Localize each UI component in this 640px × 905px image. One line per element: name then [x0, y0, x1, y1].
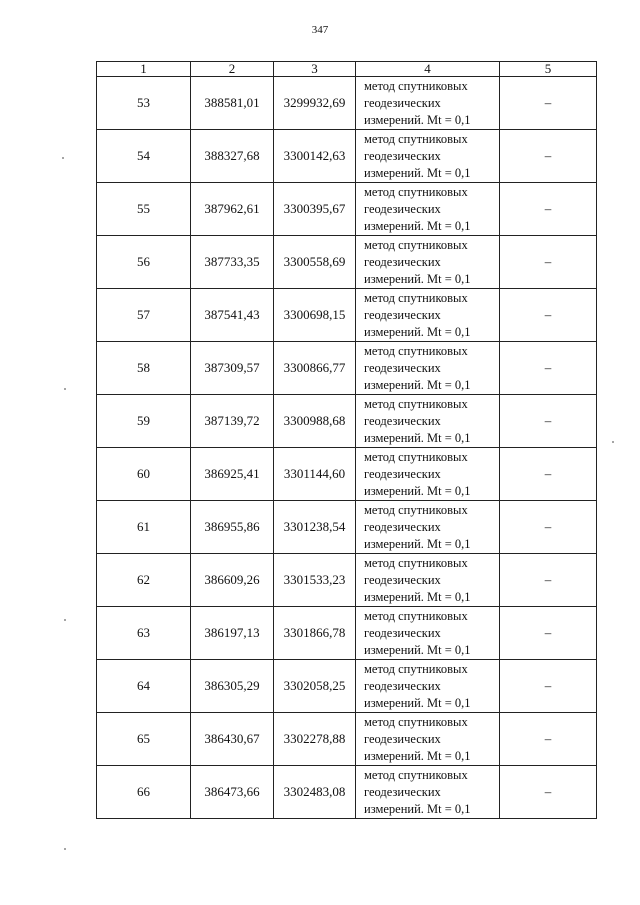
method-line: измерений. Mt = 0,1: [364, 377, 471, 392]
table-row: [97, 77, 597, 130]
x-coordinate-cell: 386430,67: [191, 713, 274, 766]
method-line: геодезических: [364, 784, 441, 799]
method-line: измерений. Mt = 0,1: [364, 218, 471, 233]
method-line: измерений. Mt = 0,1: [364, 642, 471, 657]
table-row: [97, 607, 597, 660]
note-cell: –: [500, 554, 597, 607]
point-number-cell: 58: [97, 342, 191, 395]
header-col-5: 5: [500, 62, 597, 77]
method-line: измерений. Mt = 0,1: [364, 324, 471, 339]
method-line: измерений. Mt = 0,1: [364, 483, 471, 498]
method-line: геодезических: [364, 148, 441, 163]
x-coordinate-cell: 388581,01: [191, 77, 274, 130]
method-cell: [356, 77, 500, 130]
coordinates-table: [96, 61, 597, 819]
page-number: 347: [311, 24, 329, 36]
method-line: метод спутниковых: [364, 237, 468, 252]
point-number-cell: 62: [97, 554, 191, 607]
y-coordinate-cell: 3300698,15: [274, 289, 356, 342]
header-col-3: 3: [274, 62, 356, 77]
note-cell: –: [500, 289, 597, 342]
point-number-cell: 57: [97, 289, 191, 342]
table-row: [97, 554, 597, 607]
note-cell: –: [500, 395, 597, 448]
method-line: метод спутниковых: [364, 290, 468, 305]
scan-speck: [612, 441, 614, 443]
y-coordinate-cell: 3301533,23: [274, 554, 356, 607]
method-cell: [356, 236, 500, 289]
method-line: геодезических: [364, 625, 441, 640]
method-line: геодезических: [364, 201, 441, 216]
y-coordinate-cell: 3302058,25: [274, 660, 356, 713]
method-cell: [356, 342, 500, 395]
method-line: геодезических: [364, 360, 441, 375]
method-line: измерений. Mt = 0,1: [364, 536, 471, 551]
method-line: метод спутниковых: [364, 608, 468, 623]
method-line: геодезических: [364, 519, 441, 534]
method-line: метод спутниковых: [364, 555, 468, 570]
note-cell: –: [500, 501, 597, 554]
y-coordinate-cell: 3301866,78: [274, 607, 356, 660]
x-coordinate-cell: 386305,29: [191, 660, 274, 713]
y-coordinate-cell: 3302483,08: [274, 766, 356, 819]
note-cell: –: [500, 130, 597, 183]
method-cell: [356, 130, 500, 183]
table-row: [97, 713, 597, 766]
method-cell: [356, 448, 500, 501]
x-coordinate-cell: 387962,61: [191, 183, 274, 236]
x-coordinate-cell: 387309,57: [191, 342, 274, 395]
scan-speck: [64, 848, 66, 850]
method-cell: [356, 713, 500, 766]
table-row: [97, 183, 597, 236]
table-row: [97, 342, 597, 395]
method-cell: [356, 766, 500, 819]
y-coordinate-cell: 3300395,67: [274, 183, 356, 236]
method-line: измерений. Mt = 0,1: [364, 748, 471, 763]
method-line: метод спутниковых: [364, 343, 468, 358]
method-line: геодезических: [364, 678, 441, 693]
table-row: [97, 501, 597, 554]
table-row: [97, 395, 597, 448]
point-number-cell: 61: [97, 501, 191, 554]
y-coordinate-cell: 3301144,60: [274, 448, 356, 501]
note-cell: –: [500, 766, 597, 819]
method-line: измерений. Mt = 0,1: [364, 165, 471, 180]
point-number-cell: 63: [97, 607, 191, 660]
y-coordinate-cell: 3300866,77: [274, 342, 356, 395]
method-line: измерений. Mt = 0,1: [364, 801, 471, 816]
method-line: метод спутниковых: [364, 449, 468, 464]
point-number-cell: 65: [97, 713, 191, 766]
table-row: [97, 660, 597, 713]
method-line: измерений. Mt = 0,1: [364, 112, 471, 127]
method-line: метод спутниковых: [364, 661, 468, 676]
note-cell: –: [500, 342, 597, 395]
method-cell: [356, 554, 500, 607]
scan-speck: [62, 157, 64, 159]
note-cell: –: [500, 77, 597, 130]
method-line: геодезических: [364, 731, 441, 746]
table-row: [97, 448, 597, 501]
point-number-cell: 66: [97, 766, 191, 819]
point-number-cell: 59: [97, 395, 191, 448]
note-cell: –: [500, 236, 597, 289]
point-number-cell: 64: [97, 660, 191, 713]
point-number-cell: 53: [97, 77, 191, 130]
method-line: метод спутниковых: [364, 502, 468, 517]
table-body: [97, 77, 597, 819]
note-cell: –: [500, 448, 597, 501]
x-coordinate-cell: 387733,35: [191, 236, 274, 289]
method-cell: [356, 289, 500, 342]
point-number-cell: 56: [97, 236, 191, 289]
table-header-row: [97, 62, 597, 77]
method-cell: [356, 607, 500, 660]
point-number-cell: 60: [97, 448, 191, 501]
scan-speck: [64, 388, 66, 390]
table-row: [97, 289, 597, 342]
method-line: геодезических: [364, 307, 441, 322]
method-line: метод спутниковых: [364, 767, 468, 782]
method-line: метод спутниковых: [364, 396, 468, 411]
method-cell: [356, 501, 500, 554]
method-line: метод спутниковых: [364, 131, 468, 146]
method-cell: [356, 660, 500, 713]
method-line: измерений. Mt = 0,1: [364, 695, 471, 710]
method-line: метод спутниковых: [364, 714, 468, 729]
y-coordinate-cell: 3300142,63: [274, 130, 356, 183]
header-col-2: 2: [191, 62, 274, 77]
method-line: метод спутниковых: [364, 184, 468, 199]
point-number-cell: 55: [97, 183, 191, 236]
y-coordinate-cell: 3302278,88: [274, 713, 356, 766]
x-coordinate-cell: 386197,13: [191, 607, 274, 660]
header-col-1: 1: [97, 62, 191, 77]
table-row: [97, 766, 597, 819]
table-row: [97, 130, 597, 183]
method-cell: [356, 183, 500, 236]
y-coordinate-cell: 3299932,69: [274, 77, 356, 130]
note-cell: –: [500, 660, 597, 713]
method-line: геодезических: [364, 413, 441, 428]
x-coordinate-cell: 387541,43: [191, 289, 274, 342]
x-coordinate-cell: 386955,86: [191, 501, 274, 554]
method-cell: [356, 395, 500, 448]
note-cell: –: [500, 607, 597, 660]
y-coordinate-cell: 3300988,68: [274, 395, 356, 448]
scan-speck: [64, 619, 66, 621]
method-line: метод спутниковых: [364, 78, 468, 93]
x-coordinate-cell: 386925,41: [191, 448, 274, 501]
header-col-4: 4: [356, 62, 500, 77]
x-coordinate-cell: 386473,66: [191, 766, 274, 819]
method-line: геодезических: [364, 466, 441, 481]
point-number-cell: 54: [97, 130, 191, 183]
x-coordinate-cell: 388327,68: [191, 130, 274, 183]
method-line: измерений. Mt = 0,1: [364, 430, 471, 445]
x-coordinate-cell: 386609,26: [191, 554, 274, 607]
note-cell: –: [500, 713, 597, 766]
table-row: [97, 236, 597, 289]
method-line: измерений. Mt = 0,1: [364, 589, 471, 604]
y-coordinate-cell: 3301238,54: [274, 501, 356, 554]
method-line: геодезических: [364, 572, 441, 587]
method-line: геодезических: [364, 254, 441, 269]
method-line: геодезических: [364, 95, 441, 110]
note-cell: –: [500, 183, 597, 236]
method-line: измерений. Mt = 0,1: [364, 271, 471, 286]
y-coordinate-cell: 3300558,69: [274, 236, 356, 289]
x-coordinate-cell: 387139,72: [191, 395, 274, 448]
